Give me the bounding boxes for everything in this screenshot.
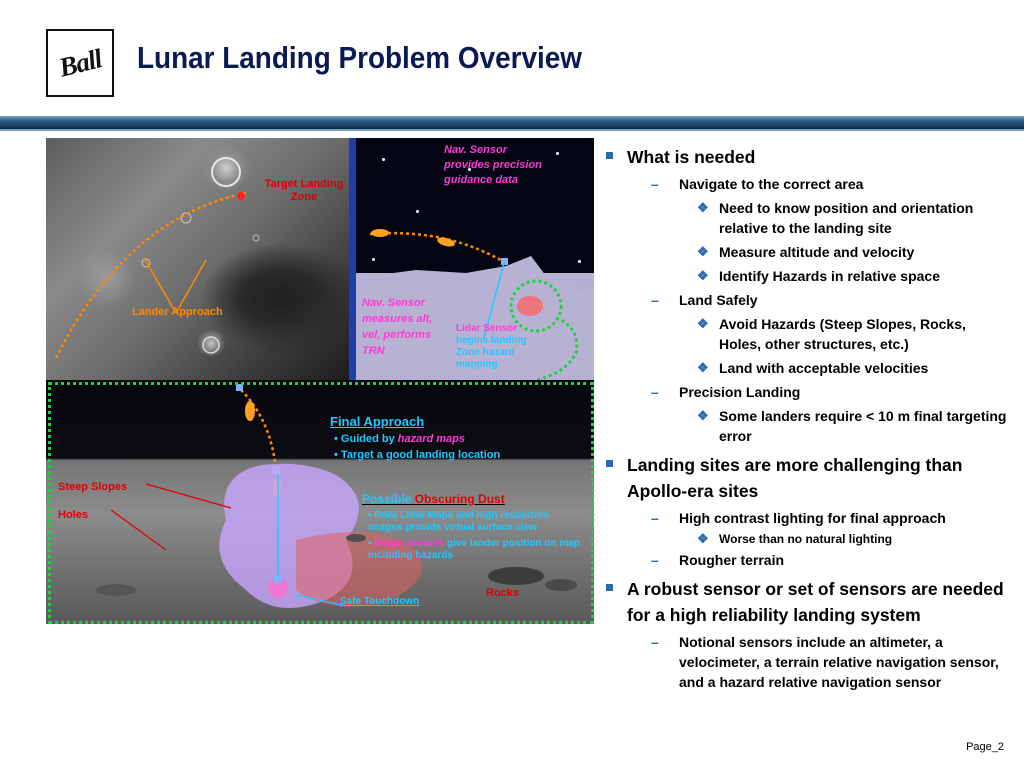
- bullet-land-safely: – Land Safely: [651, 292, 758, 308]
- give-position-text: give lander position on map including hazards: [368, 538, 580, 561]
- bullet-navigate: – Navigate to the correct area: [651, 176, 864, 192]
- nav-sensor-guidance-label: Nav. Sensor provides precision guidance data: [444, 144, 542, 186]
- lidar-sensor-label: Lidar Sensor: [456, 323, 518, 334]
- header-band: [0, 116, 1024, 129]
- hazard-maps-text: hazard maps: [397, 433, 466, 445]
- bullet-altitude-velocity: ❖ Measure altitude and velocity: [697, 244, 915, 260]
- target-landing-zone-label: Target Landing Zone: [264, 178, 344, 203]
- bullet-acceptable-velocities: ❖ Land with acceptable velocities: [697, 360, 929, 376]
- possible-text: Possible: [362, 492, 412, 506]
- prior-lidar-item: • Prior Lidar Maps and high resolution images provide virtual surface view: [368, 510, 549, 533]
- lunar-landing-illustration: [46, 138, 594, 624]
- guided-by-item: • Guided by hazard maps: [334, 433, 466, 445]
- target-location-text: Target a good landing location: [340, 449, 501, 461]
- lidar-mapping-label: begins landing Zone hazard mapping: [456, 335, 527, 370]
- final-approach-label: Final Approach: [330, 414, 425, 429]
- bullet-high-contrast: – High contrast lighting for final approach: [651, 510, 946, 526]
- bullet-position-orientation: ❖ Need to know position and orientation relative to the landing site: [697, 200, 974, 236]
- obscuring-dust-text: Obscuring Dust: [414, 492, 505, 506]
- bullet-precision-landing: – Precision Landing: [651, 384, 801, 400]
- nav-sensor-trn-label: Nav. Sensor measures alt, vel, performs TRN: [362, 297, 433, 357]
- guided-by-text: Guided by: [340, 433, 395, 445]
- page-title: Lunar Landing Problem Overview: [137, 40, 582, 75]
- image-sensors-item: • Image sensors give lander position on map including hazards: [368, 538, 580, 561]
- header-band-line: [0, 129, 1024, 131]
- rocks-label: Rocks: [486, 587, 520, 599]
- bullet-robust-sensor: A robust sensor or set of sensors are needed for a high reliability landing system: [606, 576, 1011, 628]
- image-sensors-text: Image sensors: [374, 538, 445, 549]
- bullet-rougher-terrain: – Rougher terrain: [651, 552, 785, 568]
- bullet-avoid-hazards: ❖ Avoid Hazards (Steep Slopes, Rocks, Holes, other structures, etc.): [697, 316, 966, 352]
- bullet-landing-sites: Landing sites are more challenging than Apollo-era sites: [606, 452, 1011, 504]
- bullet-what-is-needed: What is needed: [606, 144, 1011, 170]
- page-number: Page_2: [966, 741, 1004, 753]
- safe-touchdown-label: Safe Touchdown: [340, 596, 420, 607]
- bullet-identify-hazards: ❖ Identify Hazards in relative space: [697, 268, 940, 284]
- bullet-worse-lighting: ❖ Worse than no natural lighting: [697, 531, 893, 546]
- logo-text: Ball: [55, 42, 105, 83]
- lander-approach-label: Lander Approach: [132, 306, 223, 318]
- bullet-list: [606, 144, 1011, 692]
- steep-slopes-label: Steep Slopes: [58, 481, 128, 493]
- ball-logo: [46, 29, 114, 97]
- bullet-targeting-error: ❖ Some landers require < 10 m final targeting error: [697, 408, 1007, 444]
- target-location-item: • Target a good landing location: [334, 449, 501, 461]
- orbit-panel: [356, 138, 594, 380]
- prior-lidar-text: Prior Lidar Maps and high resolution images provide virtual surface view: [368, 510, 549, 533]
- holes-label: Holes: [58, 509, 88, 521]
- lunar-surface-photo: [46, 138, 350, 380]
- final-approach-outline: [48, 382, 594, 624]
- bullet-notional-sensors: – Notional sensors include an altimeter, a velocimeter, a terrain relative navigation sensor, and a hazard relative navigation sensor: [651, 634, 999, 690]
- panel-separator: [349, 138, 356, 380]
